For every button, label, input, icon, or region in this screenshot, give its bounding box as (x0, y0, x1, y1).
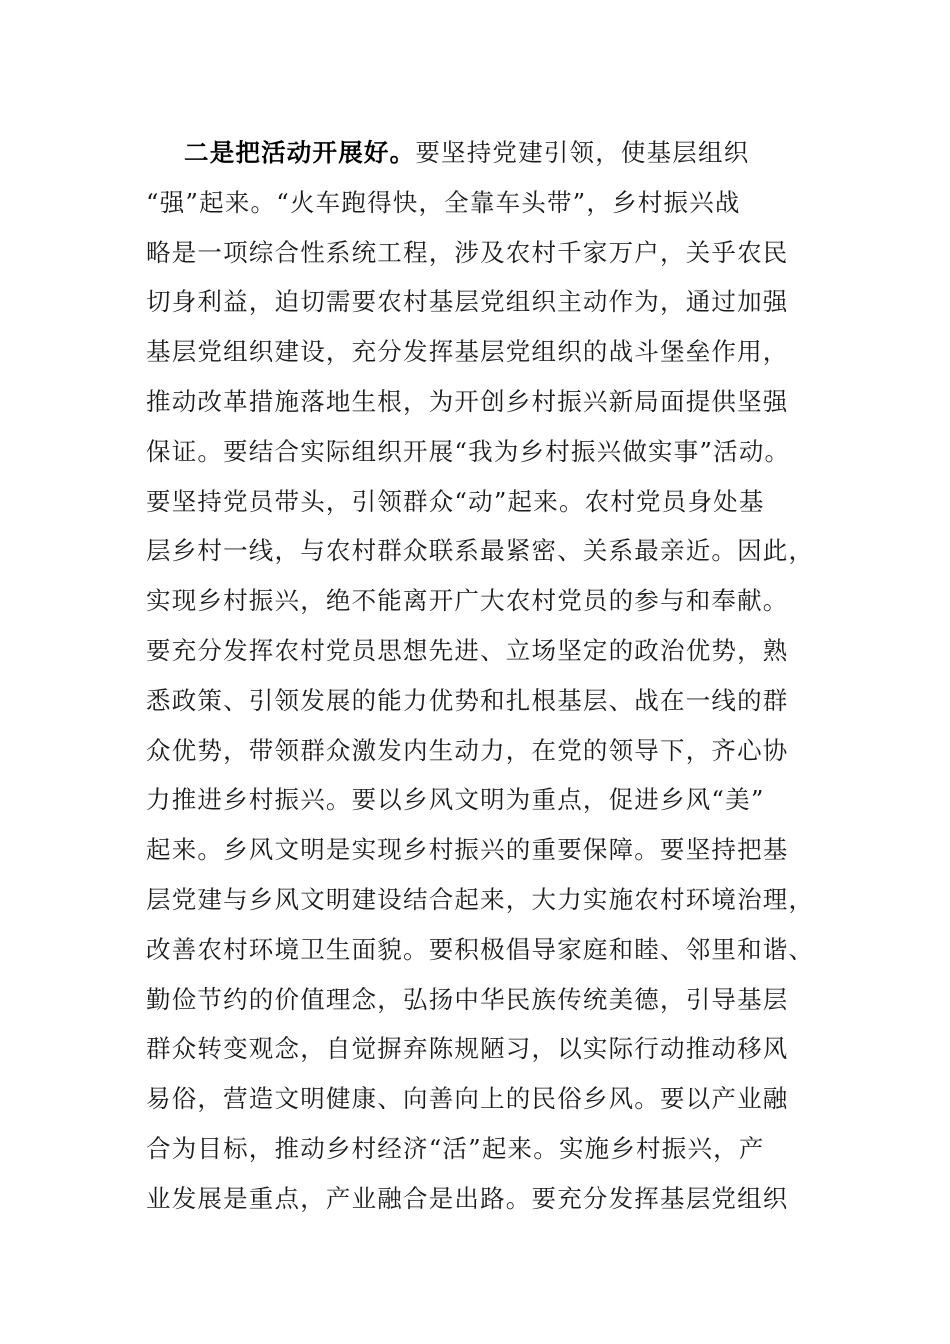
text-line: 略是一项综合性系统工程，涉及农村千家万户，关乎农民 (146, 237, 789, 267)
text-line: 合为目标，推动乡村经济“活”起来。实施乡村振兴，产 (146, 1133, 765, 1163)
text-line: 众优势，带领群众激发内生动力，在党的领导下，齐心协 (146, 735, 789, 765)
text-line: 要坚持党建引领，使基层组织 (415, 138, 750, 167)
text-line: 业发展是重点，产业融合是出路。要充分发挥基层党组织 (146, 1183, 789, 1213)
text-line: 改善农村环境卫生面貌。要积极倡导家庭和睦、邻里和谐、 (146, 934, 815, 964)
text-line: 基层党组织建设，充分发挥基层党组织的战斗堡垒作用， (146, 337, 789, 367)
text-line: 勤俭节约的价值理念，弘扬中华民族传统美德，引导基层 (146, 984, 789, 1014)
text-line: 要坚持党员带头，引领群众“动”起来。农村党员身处基 (146, 486, 765, 516)
paragraph-heading: 二是把活动开展好。 (184, 138, 416, 167)
text-line: 实现乡村振兴，绝不能离开广大农村党员的参与和奉献。 (146, 586, 789, 616)
text-line: 推动改革措施落地生根，为开创乡村振兴新局面提供坚强 (146, 386, 789, 416)
text-line: 力推进乡村振兴。要以乡风文明为重点，促进乡风“美” (146, 785, 765, 815)
text-line: 层乡村一线，与农村群众联系最紧密、关系最亲近。因此， (146, 536, 815, 566)
text-line: 起来。乡风文明是实现乡村振兴的重要保障。要坚持把基 (146, 835, 789, 865)
text-line: 要充分发挥农村党员思想先进、立场坚定的政治优势，熟 (146, 635, 789, 665)
text-line: “强”起来。“火车跑得快，全靠车头带”，乡村振兴战 (146, 187, 741, 217)
text-line: 群众转变观念，自觉摒弃陈规陋习，以实际行动推动移风 (146, 1034, 789, 1064)
text-line: 保证。要结合实际组织开展“我为乡村振兴做实事”活动。 (146, 436, 791, 466)
text-line: 切身利益，迫切需要农村基层党组织主动作为，通过加强 (146, 287, 789, 317)
paragraph-first-line (146, 128, 806, 178)
text-line: 易俗，营造文明健康、向善向上的民俗乡风。要以产业融 (146, 1084, 789, 1114)
body-paragraph (146, 128, 815, 1224)
text-line: 层党建与乡风文明建设结合起来，大力实施农村环境治理， (146, 884, 815, 914)
text-line: 悉政策、引领发展的能力优势和扎根基层、战在一线的群 (146, 685, 789, 715)
